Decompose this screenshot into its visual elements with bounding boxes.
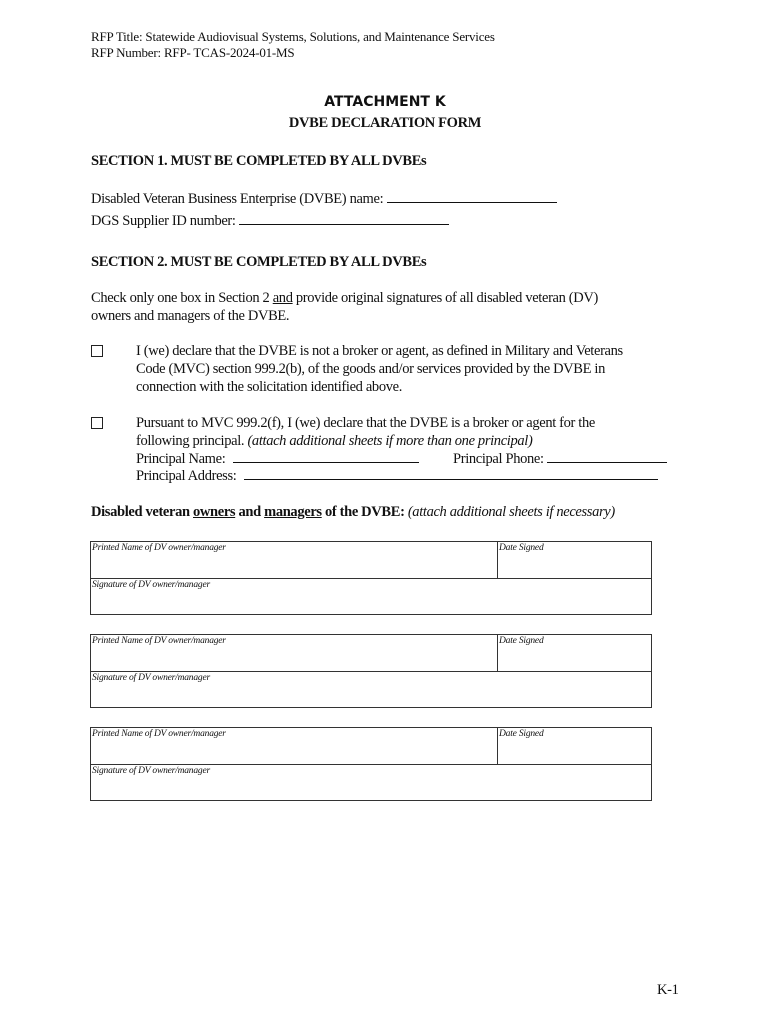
owners-text: of the DVBE: [321, 504, 408, 520]
owners-word: owners [193, 504, 236, 520]
instr-and: and [272, 290, 293, 306]
signature-label: Signature of DV owner/manager [92, 766, 210, 776]
signature-cell[interactable] [91, 672, 651, 707]
printed-name-label: Printed Name of DV owner/manager [92, 636, 226, 646]
signature-table [90, 634, 652, 708]
signature-cell[interactable] [91, 579, 651, 614]
option2-checkbox[interactable] [91, 417, 103, 429]
supplier-id-label: DGS Supplier ID number: [91, 213, 236, 229]
principal-phone-label: Principal Phone: [453, 451, 544, 467]
managers-word: managers [264, 504, 322, 520]
rfp-number: RFP Number: RFP- TCAS-2024-01-MS [91, 45, 295, 60]
option2-text: following principal. [136, 433, 248, 449]
date-signed-label: Date Signed [499, 636, 544, 646]
rfp-title: RFP Title: Statewide Audiovisual Systems, Solutions, and Maintenance Services [91, 29, 495, 44]
signature-label: Signature of DV owner/manager [92, 580, 210, 590]
signature-label: Signature of DV owner/manager [92, 673, 210, 683]
section1-heading: SECTION 1. MUST BE COMPLETED BY ALL DVBEs [91, 153, 427, 169]
date-signed-label: Date Signed [499, 543, 544, 553]
supplier-id-blank[interactable] [239, 212, 449, 225]
printed-name-label: Printed Name of DV owner/manager [92, 729, 226, 739]
principal-name-label: Principal Name: [136, 451, 226, 467]
principal-phone-blank[interactable] [547, 450, 667, 463]
dvbe-name-field [91, 190, 557, 208]
option1-line: Code (MVC) section 999.2(b), of the goods and/or services provided by the DVBE in [136, 361, 605, 377]
option1-line: connection with the solicitation identified above. [136, 379, 402, 395]
instr-text: Check only one box in Section 2 [91, 290, 273, 306]
principal-address-field [136, 467, 658, 485]
principal-address-blank[interactable] [244, 467, 658, 480]
option2-line: Pursuant to MVC 999.2(f), I (we) declare that the DVBE is a broker or agent for the [136, 415, 595, 431]
option1-checkbox[interactable] [91, 345, 103, 357]
supplier-id-field [91, 212, 449, 230]
option2-line [136, 432, 532, 450]
option1-line: I (we) declare that the DVBE is not a broker or agent, as defined in Military and Veterans [136, 343, 623, 359]
printed-name-label: Printed Name of DV owner/manager [92, 543, 226, 553]
principal-address-label: Principal Address: [136, 468, 237, 484]
principal-name-field [136, 450, 419, 468]
signature-table [90, 727, 652, 801]
printed-name-cell[interactable] [91, 635, 651, 672]
date-signed-label: Date Signed [499, 729, 544, 739]
dvbe-name-label: Disabled Veteran Business Enterprise (DVBE) name: [91, 191, 384, 207]
section2-heading: SECTION 2. MUST BE COMPLETED BY ALL DVBEs [91, 254, 427, 270]
page-number: K-1 [657, 982, 679, 998]
printed-name-cell[interactable] [91, 542, 651, 579]
owners-heading [91, 503, 615, 521]
owners-text: and [235, 504, 265, 520]
page-subtitle: DVBE DECLARATION FORM [288, 115, 482, 131]
section2-instructions [91, 289, 598, 307]
instr-text: provide original signatures of all disabled veteran (DV) [292, 290, 599, 306]
option2-note: (attach additional sheets if more than one principal) [247, 433, 533, 449]
signature-table [90, 541, 652, 615]
date-signed-cell[interactable] [497, 728, 651, 764]
date-signed-cell[interactable] [497, 635, 651, 671]
principal-name-blank[interactable] [233, 450, 419, 463]
signature-cell[interactable] [91, 765, 651, 800]
section2-instructions-2: owners and managers of the DVBE. [91, 308, 290, 324]
date-signed-cell[interactable] [497, 542, 651, 578]
owners-text: Disabled veteran [91, 504, 193, 520]
owners-note: (attach additional sheets if necessary) [407, 504, 615, 520]
printed-name-cell[interactable] [91, 728, 651, 765]
page-title: ATTACHMENT K [324, 94, 446, 110]
principal-phone-field [453, 450, 667, 468]
dvbe-name-blank[interactable] [387, 190, 557, 203]
